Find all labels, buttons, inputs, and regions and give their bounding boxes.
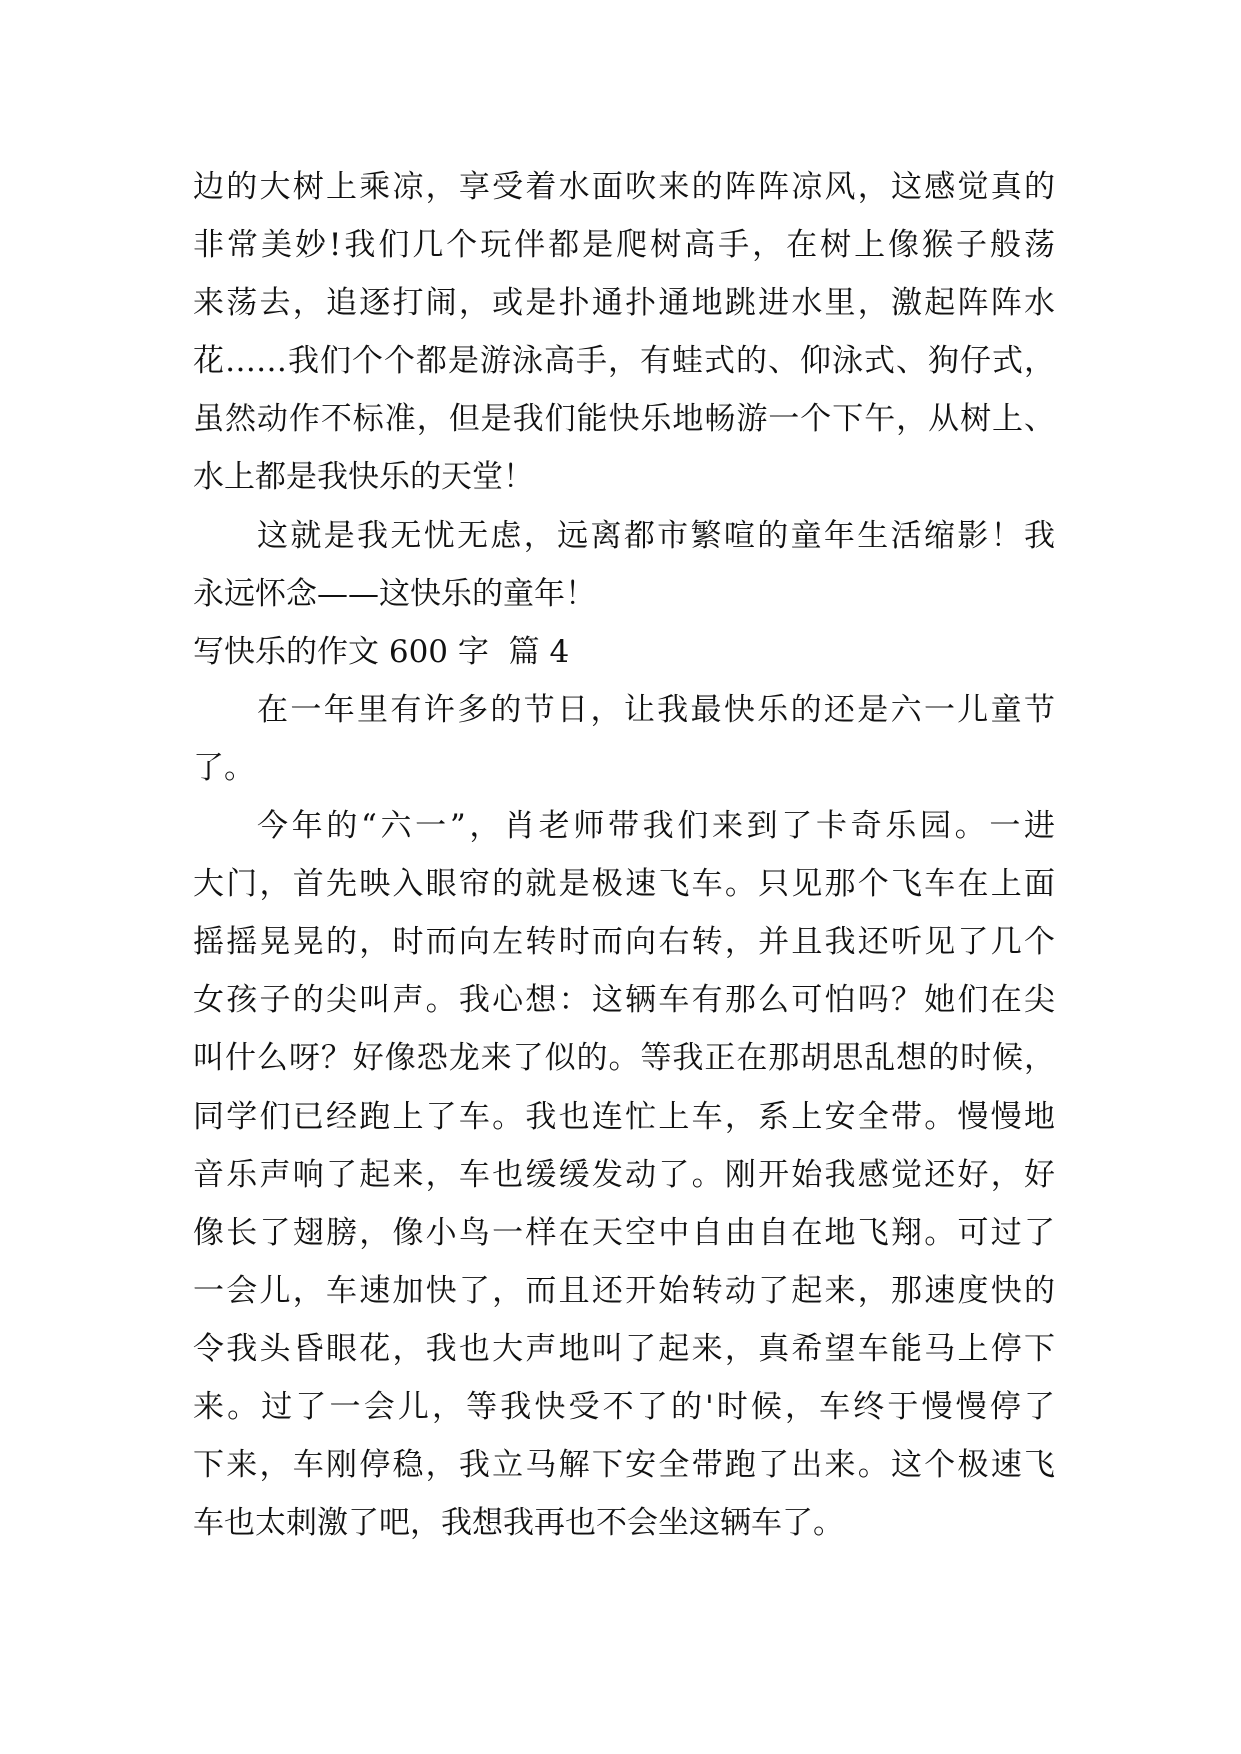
text-line: 音乐声响了起来，车也缓缓发动了。刚开始我感觉还好，好 [193, 1156, 1055, 1193]
text-line: 虽然动作不标准，但是我们能快乐地畅游一个下午，从树上、 [193, 401, 1055, 438]
paragraph-conclusion [193, 507, 1055, 623]
paragraph-intro [193, 681, 1055, 797]
paragraph-story [193, 797, 1055, 1552]
text-line: 今年的“六一”，肖老师带我们来到了卡奇乐园。一进 [257, 808, 1055, 845]
text-line: 来。过了一会儿，等我快受不了的'时候，车终于慢慢停了 [193, 1388, 1055, 1425]
paragraph-continuation [193, 158, 1055, 507]
text-line: 下来，车刚停稳，我立马解下安全带跑了出来。这个极速飞 [193, 1447, 1055, 1484]
text-line: 摇摇晃晃的，时而向左转时而向右转，并且我还听见了几个 [193, 924, 1055, 961]
text-line: 来荡去，追逐打闹，或是扑通扑通地跳进水里，激起阵阵水 [193, 285, 1055, 322]
text-line: 了。 [193, 749, 255, 786]
text-line: 边的大树上乘凉，享受着水面吹来的阵阵凉风，这感觉真的 [193, 169, 1055, 205]
text-line: 令我头昏眼花，我也大声地叫了起来，真希望车能马上停下 [193, 1330, 1055, 1367]
text-line: 同学们已经跑上了车。我也连忙上车，系上安全带。慢慢地 [193, 1098, 1055, 1135]
heading-text: 写快乐的作文 600 字 篇 4 [193, 633, 570, 670]
text-line: 像长了翅膀，像小鸟一样在天空中自由自在地飞翔。可过了 [193, 1214, 1055, 1251]
section-heading [193, 623, 1055, 681]
text-line: 女孩子的尖叫声。我心想：这辆车有那么可怕吗？她们在尖 [193, 982, 1055, 1019]
text-line: 非常美妙!我们几个玩伴都是爬树高手，在树上像猴子般荡 [193, 227, 1055, 264]
text-line: 花……我们个个都是游泳高手，有蛙式的、仰泳式、狗仔式， [193, 343, 1055, 380]
text-line: 永远怀念——这快乐的童年！ [193, 575, 596, 612]
text-line: 水上都是我快乐的天堂！ [193, 459, 534, 496]
text-line: 一会儿，车速加快了，而且还开始转动了起来，那速度快的 [193, 1272, 1055, 1309]
text-line: 在一年里有许多的节日，让我最快乐的还是六一儿童节 [257, 691, 1055, 728]
text-line: 叫什么呀？好像恐龙来了似的。等我正在那胡思乱想的时候， [193, 1040, 1055, 1077]
text-line: 这就是我无忧无虑，远离都市繁喧的童年生活缩影！我 [257, 517, 1055, 554]
text-line: 大门，首先映入眼帘的就是极速飞车。只见那个飞车在上面 [193, 866, 1055, 903]
text-line: 车也太刺激了吧，我想我再也不会坐这辆车了。 [193, 1505, 844, 1542]
document-body [193, 158, 1055, 1552]
